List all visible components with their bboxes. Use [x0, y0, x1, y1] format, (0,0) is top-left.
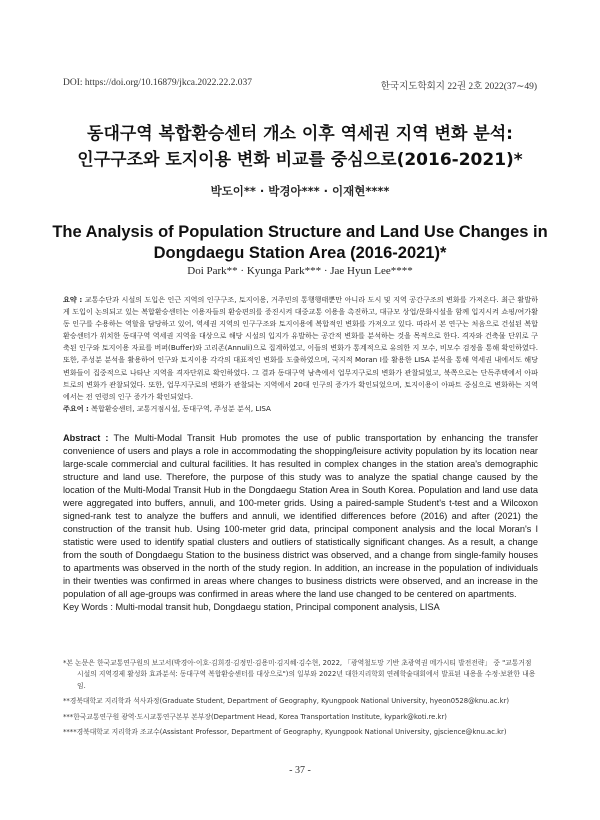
english-keywords-text: Multi-modal transit hub, Dongdaegu station, Principal component analysis, LISA: [115, 602, 440, 612]
korean-abstract-body: [63, 294, 538, 403]
footnote-author-3: ****경북대학교 지리학과 조교수(Assistant Professor, Department of Geography, Kyungpook National University, gjscience@knu.ac.kr): [63, 728, 507, 737]
footnotes: [63, 658, 538, 742]
doi-link[interactable]: DOI: https://doi.org/10.16879/jkca.2022.22.2.037: [63, 78, 253, 88]
english-title: [30, 222, 570, 264]
journal-citation: 한국지도학회지 22권 2호 2022(37∼49): [380, 82, 537, 92]
footnote-funding: *본 논문은 한국교통연구원의 보고서(박경아·이호·김희경·김정민·김용미·김지혜·김수현, 2022, 「광역철도망 기반 초광역권 메가시티 발전전략」 중 "교통거점시설의 지역경제 활성화 효과분석: 동대구역 복합환승센터를 대상으로")의 일부와 2022년 대한지리학회 연례학술대회에서 발표된 내용을 수정·보완한 내용임.: [63, 659, 536, 690]
english-authors: Doi Park** · Kyunga Park*** · Jae Hyun Lee****: [187, 265, 413, 277]
footnote-author-2: ***한국교통연구원 광역·도시교통연구본부 본부장(Department Head, Korea Transportation Institute, kypark@koti.re.kr): [63, 712, 447, 721]
korean-title-line-2: 인구구조와 토지이용 변화 비교를 중심으로(2016-2021)*: [77, 150, 523, 170]
running-header: [63, 78, 537, 94]
korean-abstract: [63, 294, 538, 415]
korean-keywords: [63, 403, 538, 415]
korean-abstract-label: 요약 :: [63, 295, 83, 304]
page-number: - 37 -: [289, 765, 311, 776]
korean-title: [40, 121, 560, 173]
english-title-line-2: Dongdaegu Station Area (2016-2021)*: [153, 244, 447, 262]
english-abstract-body: [63, 432, 538, 601]
korean-abstract-text: 교통수단과 시설의 도입은 인근 지역의 인구구조, 토지이용, 거주민의 통행행태뿐만 아니라 도시 및 지역 공간구조의 변화를 가져온다. 최근 활발하게 도입이 논의되고 있는 복합환승센터는 이용자들의 환승편의를 증진시켜 대중교통 이용을 촉진하고, 대규모 상업/문화시설을 함께 입지시켜 쇼핑/여가활동 인구를 수용하는 역할을 담당하고 있어, 역세권 지역의 인구구조와 토지이용에 복합적인 변화를 가져오고 있다. 따라서 본 연구는 처음으로 건설된 복합환승센터가 위치한 동대구역 역세권 지역을 대상으로 해당 시설의 입지가 유발하는 공간적 변화를 분석하는 것을 목적으로 한다. 격자와 건축물 단위로 구축된 인구와 토지이용 자료를 버퍼(Buffer)와 고리존(Annuli)으로 집계하였고, 이들의 변화가 통계적으로 유의한 지 모수, 비모수 검정을 통해 확인하였다. 또한, 주성분 분석을 활용하여 인구와 토지이용 각각의 대표적인 변화를 도출하였으며, 국지적 Moran I를 활용한 LISA 분석을 통해 역세권 내에서도 해당 변화들이 집중적으로 나타난 지역을 격자단위로 확인하였다. 그 결과 동대구역 남측에서 업무지구로의 변화가 관찰되었고, 북쪽으로는 단독주택에서 아파트로의 변화가 관찰되었다. 또한, 업무지구로의 변화가 관찰되는 지역에서 20대 인구의 증가가 확인되었으며, 토지이용이 아파트 중심으로 변화하는 지역에서는 전 연령의 인구 증가가 확인되었다.: [63, 295, 538, 401]
english-abstract: [63, 432, 538, 614]
english-title-line-1: The Analysis of Population Structure and Land Use Changes in: [52, 223, 548, 241]
korean-title-line-1: 동대구역 복합환승센터 개소 이후 역세권 지역 변화 분석:: [87, 124, 513, 144]
footnote-author-1: **경북대학교 지리학과 석사과정(Graduate Student, Department of Geography, Kyungpook National University, hyeon0528@knu.ac.kr): [63, 697, 510, 706]
english-keywords: [63, 601, 538, 614]
korean-keywords-text: 복합환승센터, 교통거점시설, 동대구역, 주성분 분석, LISA: [91, 403, 271, 413]
korean-authors: 박도이** · 박경아*** · 이재현****: [210, 184, 390, 198]
english-abstract-label: Abstract :: [63, 433, 109, 443]
english-abstract-text: The Multi-Modal Transit Hub promotes the use of public transportation by enhancing the transfer convenience of users and plays a role in accommodating the shopping/leisure activity population by its location near large-scale commercial and cultural facilities. It has resulted in complex changes in the station area's demographic structure and land use. Therefore, the purpose of this study was to analyze the spatial change caused by the location of the Multi-Modal Transit Hub in the Dongdaegu Station Area in South Korea. Population and land use data were aggregated into buffers, annuli, and 100-meter grids. Using a paired-sample Student's t-test and a Wilcoxon signed-rank test to analyze the buffers and annuli, we identified differences before (2016) and after (2021) the construction of the transit hub. Using 100-meter grid data, principal component analysis and the local Moran's I statistic were used to identify spatial clusters and outliers of statistically significant changes. As a result, a change from the south of Dongdaegu Station to the business district was observed, and a change from single-family houses to apartments was observed in the north of the study region. In addition, an increase in the population of individuals in their twenties was confirmed in areas where changes to business districts were observed, and an increase in the population of all age-groups was confirmed in areas where the land use changed to be centered on apartments.: [63, 433, 539, 599]
english-keywords-label: Key Words :: [63, 602, 113, 612]
korean-keywords-label: 주요어 :: [63, 403, 89, 413]
